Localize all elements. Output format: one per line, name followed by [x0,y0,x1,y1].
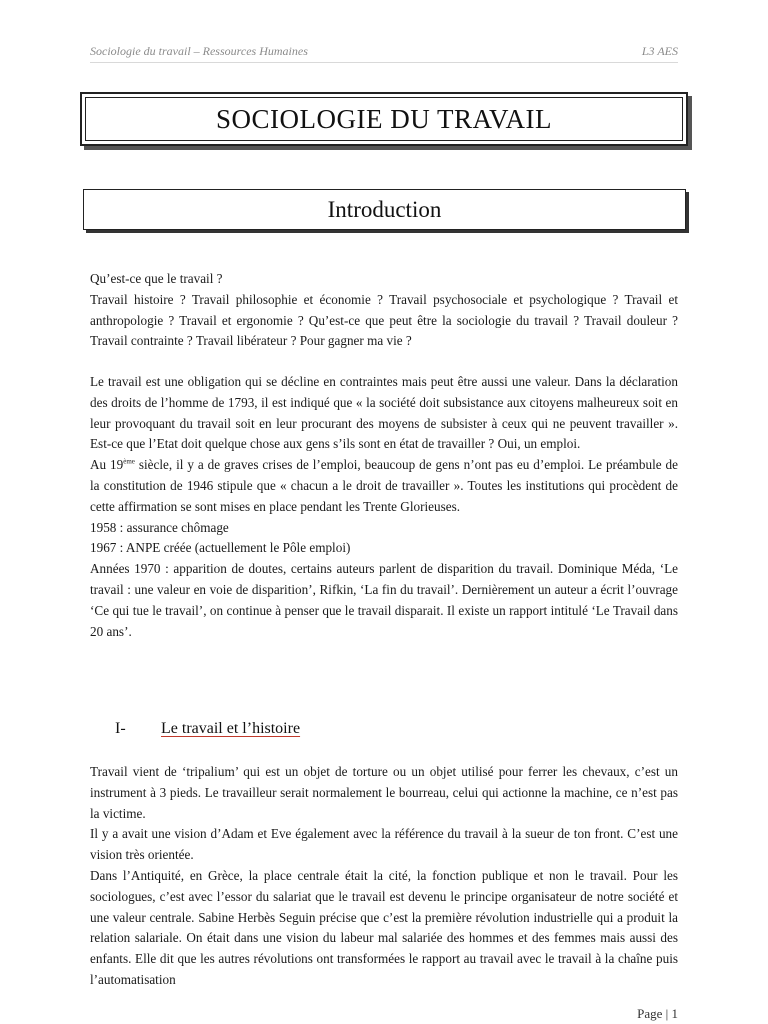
doubts-paragraph: Années 1970 : apparition de doutes, certains auteurs parlent de disparition du travail. Dominique Méda, ‘Le travail : une valeur en voie de disparition’, Rifkin, ‘La fin du travail’. Dernièrement un auteur a écrit l’ouvrage ‘Ce qui tue le travail’, on continue à penser que le travail disparait. Il existe un rapport intitulé ‘Le Travail dans 20 ans’. [90,561,678,639]
tripalium-paragraph: Travail vient de ‘tripalium’ qui est un objet de torture ou un objet utilisé pour ferrer les chevaux, c’est un instrument à 3 pieds. Le travailleur serait normalement le bourreau, celui qui actionne la machine, ce n’est pas la victime. [90,764,678,821]
antiquity-paragraph: Dans l’Antiquité, en Grèce, la place centrale était la cité, la fonction publique et non le travail. Pour les sociologues, c’est avec l’essor du salariat que le travail est devenu le principe organisateur de notre société et une valeur centrale. Sabine Herbès Seguin précise que c’est la première révolution industrielle qui a produit la relation salariale. On était dans une vision du labeur mal salariée des hommes et des femmes mais aussi des enfants. Elle dit que les autres révolutions ont transformées le rapport au travail avec le travail à la chaîne puis l’automatisation [90,867,678,987]
running-header [90,44,678,63]
obligation-paragraph: Le travail est une obligation qui se décline en contraintes mais peut être aussi une valeur. Dans la déclaration des droits de l’homme de 1793, il est indiqué que « la société doit subsistance aux citoyens malheureux soit en leur provoquant du travail soit en leur procurant des moyens de subsister à ceux qui ne peuvent travailler ». Est-ce que l’Etat doit quelque chose aux gens s’ils sont en état de travailler ? Oui, un emploi. [90,374,678,452]
questions-block [90,269,678,352]
section-number: I- [115,720,126,737]
histoire-block [90,762,678,991]
crisis-text: siècle, il y a de graves crises de l’emploi, beaucoup de gens n’ont pas eu d’emploi. Le préambule de la constitution de 1946 stipule que « chacun a le droit de travailler ». Toutes les institutions qui procèdent de cette affirmation se sont mises en place pendant les Trente Glorieuses. [90,457,678,514]
crisis-prefix: Au 19 [90,457,124,473]
date-1967: 1967 : ANPE créée (actuellement le Pôle emploi) [90,540,351,556]
section-heading [115,720,300,738]
section-title: Le travail et l’histoire [161,720,301,737]
date-1958: 1958 : assurance chômage [90,519,229,535]
page-number: Page | 1 [637,1006,678,1021]
intro-heading: Introduction [327,196,442,222]
crisis-paragraph [90,455,678,517]
intro-heading-box [83,189,686,230]
document-title: SOCIOLOGIE DU TRAVAIL [215,103,553,134]
title-box [80,92,688,146]
question-list: Travail histoire ? Travail philosophie et économie ? Travail psychosociale et psychologique ? Travail et anthropologie ? Travail et ergonomie ? Qu’est-ce que peut être la sociologie du travail ? Travail douleur ? Travail contrainte ? Travail libérateur ? Pour gagner ma vie ? [90,291,678,349]
obligation-block [90,372,678,642]
adam-eve-paragraph: Il y a avait une vision d’Adam et Eve également avec la référence du travail à la sueur de ton front. C’est une vision très orientée. [90,826,678,863]
question-line: Qu’est-ce que le travail ? [90,271,223,286]
header-level: L3 AES [641,44,678,58]
crisis-superscript: ème [123,457,135,466]
header-course: Sociologie du travail – Ressources Humaines [90,44,308,58]
